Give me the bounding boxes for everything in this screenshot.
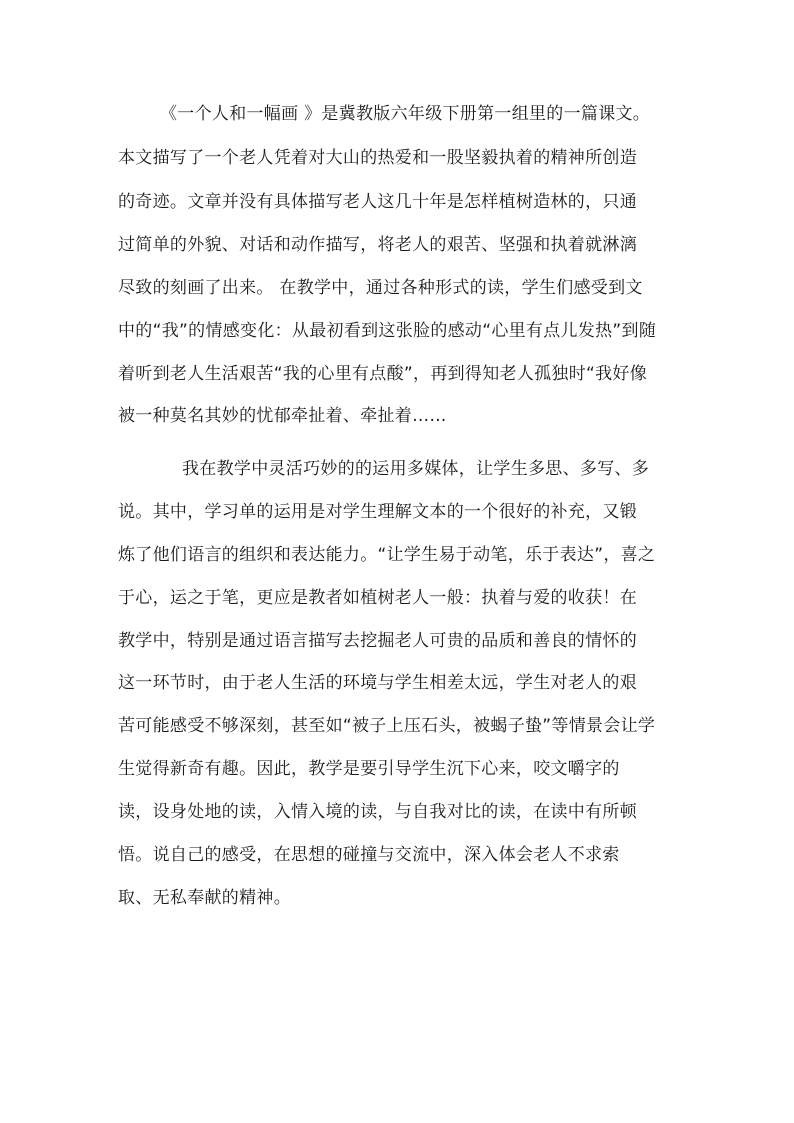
paragraph-1-line-3: 的奇迹。文章并没有具体描写老人这几十年是怎样植树造林的，只通 (118, 192, 637, 212)
paragraph-2-line-6: 这一环节时，由于老人生活的环境与学生相差太远，学生对老人的艰 (118, 673, 637, 693)
paragraph-2-line-10: 悟。说自己的感受，在思想的碰撞与交流中，深入体会老人不求索 (118, 845, 620, 865)
paragraph-1-line-6: 中的“我”的情感变化：从最初看到这张脸的感动“心里有点儿发热”到随 (118, 321, 657, 341)
paragraph-2-line-4: 于心，运之于笔，更应是教者如植树老人一般：执着与爱的收获！在 (118, 588, 637, 608)
paragraph-2-line-3: 炼了他们语言的组织和表达能力。“让学生易于动笔，乐于表达”，喜之 (118, 545, 656, 565)
paragraph-2-line-5: 教学中，特别是通过语言描写去挖掘老人可贵的品质和善良的情怀的 (118, 631, 637, 651)
paragraph-2-line-1: 我在教学中灵活巧妙的的运用多媒体，让学生多思、多写、多 (182, 459, 650, 479)
paragraph-1-line-7: 着听到老人生活艰苦“我的心里有点酸”，再到得知老人孤独时“我好像 (118, 364, 648, 384)
paragraph-1-line-4: 过简单的外貌、对话和动作描写，将老人的艰苦、坚强和执着就淋漓 (118, 235, 637, 255)
paragraph-2-line-9: 读，设身处地的读，入情入境的读，与自我对比的读，在读中有所顿 (118, 802, 637, 822)
paragraph-2-line-2: 说。其中，学习单的运用是对学生理解文本的一个很好的补充，又锻 (118, 502, 637, 522)
paragraph-1-line-1: 《一个人和一幅画 》是冀教版六年级下册第一组里的一篇课文。 (160, 104, 651, 124)
paragraph-1-line-5: 尽致的刻画了出来。 在教学中，通过各种形式的读，学生们感受到文 (118, 278, 643, 298)
paragraph-2-line-7: 苦可能感受不够深刻，甚至如“被子上压石头，被蝎子蛰”等情景会让学 (118, 716, 656, 736)
paragraph-2-line-11: 取、无私奉献的精神。 (118, 888, 291, 908)
paragraph-1-line-8: 被一种莫名其妙的忧郁牵扯着、牵扯着…… (118, 406, 447, 426)
paragraph-2-line-8: 生觉得新奇有趣。因此，教学是要引导学生沉下心来，咬文嚼字的 (118, 759, 620, 779)
paragraph-1-line-2: 本文描写了一个老人凭着对大山的热爱和一股坚毅执着的精神所创造 (118, 148, 637, 168)
